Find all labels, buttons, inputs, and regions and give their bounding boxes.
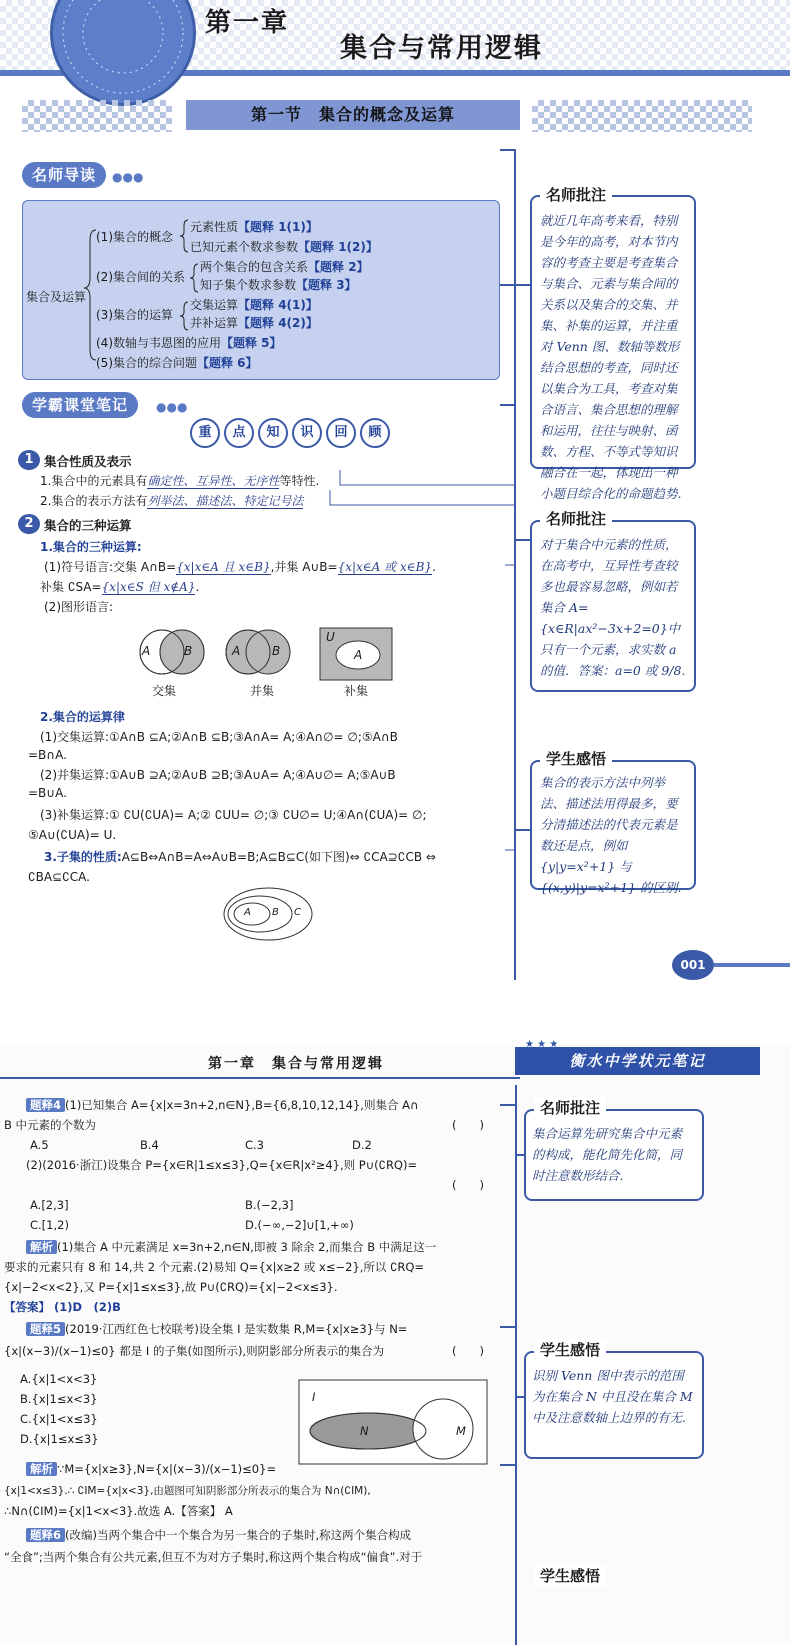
side-note-title: 学生感悟 xyxy=(534,1565,606,1586)
side-note-title: 学生感悟 xyxy=(534,1339,606,1360)
option-a: A.{x|1<x<3} xyxy=(20,1372,98,1386)
dots-icon: ●●● xyxy=(112,170,144,184)
review-char: 顾 xyxy=(360,418,390,448)
tree-node-1: (1)集合的概念 xyxy=(96,230,173,244)
question-5-line2: {x|(x−3)/(x−1)≤0} 都是 I 的子集(如图所示),则阴影部分所表示的集合为 xyxy=(4,1344,385,1358)
tree-node-1b: 已知元素个数求参数【题释 1(2)】 xyxy=(190,240,378,254)
school-banner: 衡水中学状元笔记 xyxy=(515,1047,760,1075)
law-complement: (3)补集运算:① ∁U(∁UA)= A;② ∁UU= ∅;③ ∁U∅= U;④A∩(∁UA)= ∅; xyxy=(40,808,427,822)
option-c: C.{x|1<x≤3} xyxy=(20,1412,98,1426)
answer-paren: ( ) xyxy=(452,1118,484,1132)
law-intersection-cont: =B∩A. xyxy=(28,748,67,762)
chapter-number: 第一章 xyxy=(205,8,290,38)
caption-intersection: 交集 xyxy=(152,684,177,698)
s2-sub3: 3.子集的性质:A⊆B⇔A∩B=A⇔A∪B=B;A⊆B⊆C(如下图)⇔ ∁CA⊇∁CB ⇔ xyxy=(44,850,436,864)
s2-head: 集合的三种运算 xyxy=(44,518,132,533)
s2-sub3-cont: ∁BA⊆∁CA. xyxy=(28,870,90,884)
number-two-icon: 2 xyxy=(18,514,40,534)
side-note-title: 学生感悟 xyxy=(540,748,612,769)
tree-node-4: (4)数轴与韦恩图的应用【题释 5】 xyxy=(96,336,282,350)
s2-symbolic: (1)符号语言:交集 A∩B={x|x∈A 且 x∈B},并集 A∪B={x|x∈A 或 x∈B}. xyxy=(44,560,436,574)
analysis-4-line2: 要求的元素只有 8 和 14,共 2 个元素.(2)易知 Q={x|x≥2 或 x≤−2},所以 ∁RQ= xyxy=(4,1260,425,1274)
s2-sub2: 2.集合的运算律 xyxy=(40,710,125,724)
page-two xyxy=(0,1039,790,1645)
option-c: C.3 xyxy=(245,1138,265,1152)
side-note-title: 名师批注 xyxy=(540,184,612,205)
tree-node-1a: 元素性质【题释 1(1)】 xyxy=(190,220,318,234)
page-number: 001 xyxy=(672,950,714,980)
nested-label-c: C xyxy=(294,907,301,918)
page-number-rule xyxy=(714,963,790,967)
question-5-line1: 题释5 (2019·江西红色七校联考)设全集 I 是实数集 R,M={x|x≥3}与 N= xyxy=(26,1319,407,1339)
tree-root: 集合及运算 xyxy=(26,290,87,304)
review-char: 识 xyxy=(292,418,322,448)
tree-node-3a: 交集运算【题释 4(1)】 xyxy=(190,298,318,312)
tree-node-3: (3)集合的运算 xyxy=(96,308,173,322)
option-b: B.{x|1≤x<3} xyxy=(20,1392,98,1406)
venn-label-a: A xyxy=(232,644,241,658)
notes-label: 学霸课堂笔记 xyxy=(22,392,138,418)
side-note-text: 对于集合中元素的性质，在高考中，互异性考查较多也最容易忽略，例如若集合 A={x∈R|ax²−3x+2=0}中只有一个元素，求实数 a 的值．答案：a=0 或 9/8. xyxy=(540,537,686,678)
question-6-line2: “全食”;当两个集合有公共元素,但互不为对方子集时,称这两个集合构成“偏食”.对于 xyxy=(4,1550,423,1564)
analysis-4-line1: 解析 (1)集合 A 中元素满足 x=3n+2,n∈N,即被 3 除余 2,而集合 B 中满足这一 xyxy=(26,1237,436,1257)
analysis-4-line3: {x|−2<x<2},又 P={x|1≤x≤3},故 P∪(∁RQ)={x|−2<x≤3}. xyxy=(4,1280,338,1294)
s1-line1: 1.集合中的元素具有确定性、互异性、无序性等特性. xyxy=(40,474,320,488)
venn-label-b: B xyxy=(272,644,281,658)
venn-label-a: A xyxy=(354,648,363,662)
fig-label-i: I xyxy=(312,1390,316,1404)
s2-complement: 补集 ∁SA={x|x∈S 但 x∉A}. xyxy=(40,580,200,594)
tree-node-2a: 两个集合的包含关系【题释 2】 xyxy=(200,260,369,274)
review-title xyxy=(190,418,390,448)
law-union: (2)并集运算:①A∪B ⊇A;②A∪B ⊇B;③A∪A= A;④A∪∅= A;⑤A∪B xyxy=(40,768,396,782)
question-4-line2: B 中元素的个数为 xyxy=(4,1118,97,1132)
option-a: A.5 xyxy=(30,1138,49,1152)
question-4-part2: (2)(2016·浙江)设集合 P={x∈R|1≤x≤3},Q={x∈R|x²≥4},则 P∪(∁RQ)= xyxy=(26,1158,418,1172)
guide-label: 名师导读 xyxy=(22,162,106,188)
s2-sub1: 1.集合的三种运算: xyxy=(40,540,142,554)
venn-label-a: A xyxy=(142,644,151,658)
chapter-title: 集合与常用逻辑 xyxy=(340,33,543,64)
fig-label-m: M xyxy=(456,1424,466,1438)
option-d: D.2 xyxy=(352,1138,372,1152)
law-intersection: (1)交集运算:①A∩B ⊆A;②A∩B ⊆B;③A∩A= A;④A∩∅= ∅;⑤A∩B xyxy=(40,730,398,744)
answer-paren: ( ) xyxy=(452,1344,484,1358)
venn-label-b: B xyxy=(184,644,193,658)
tree-node-3b: 并补运算【题释 4(2)】 xyxy=(190,316,318,330)
law-complement-cont: ⑤A∪(∁UA)= U. xyxy=(28,828,117,842)
tree-node-5: (5)集合的综合问题【题释 6】 xyxy=(96,356,258,370)
side-note-text: 就近几年高考来看，特别是今年的高考，对本节内容的考查主要是考查集合与集合、元素与集合间的关系以及集合的交集、并集、补集的运算，并注重对 Venn 图、数轴等数形结合思想的考查，同时还以集合为工具，考查对集合语言、集合思想的理解和运用，往往与映射、函数、方程、不等式等知识融合在一起，体现出一种小题目综合化的命题趋势. xyxy=(540,213,682,501)
review-char: 回 xyxy=(326,418,356,448)
caption-union: 并集 xyxy=(250,684,275,698)
caption-complement: 补集 xyxy=(344,684,369,698)
answer-4: 【答案】 (1)D (2)B xyxy=(4,1300,121,1314)
review-char: 点 xyxy=(224,418,254,448)
option-b: B.4 xyxy=(140,1138,159,1152)
option-c: C.[1,2) xyxy=(30,1218,69,1232)
venn-union-b xyxy=(246,630,290,674)
stars-icon: ★ ★ ★ xyxy=(525,1039,559,1050)
dots-icon: ●●● xyxy=(156,400,188,414)
answer-paren: ( ) xyxy=(452,1178,484,1192)
nested-label-a: A xyxy=(244,907,251,918)
option-d: D.(−∞,−2]∪[1,+∞) xyxy=(245,1218,354,1232)
analysis-5-line3: ∴N∩(∁IM)={x|1<x<3}.故选 A.【答案】 A xyxy=(4,1504,233,1518)
option-b: B.(−2,3] xyxy=(245,1198,294,1212)
review-char: 重 xyxy=(190,418,220,448)
side-note-text: 集合的表示方法中列举法、描述法用得最多，要分清描述法的代表元素是数还是点，例如 {y|y=x²+1} 与 {(x,y)|y=x²+1} 的区别. xyxy=(540,775,682,895)
side-note-title: 名师批注 xyxy=(534,1097,606,1118)
s2-graph-label: (2)图形语言: xyxy=(44,600,114,614)
running-head: 第一章 集合与常用逻辑 xyxy=(208,1056,384,1072)
venn-label-u: U xyxy=(326,630,335,644)
option-d: D.{x|1≤x≤3} xyxy=(20,1432,99,1446)
number-one-icon: 1 xyxy=(18,450,40,470)
side-note-text: 集合运算先研究集合中元素的构成，能化简先化简，同时注意数形结合. xyxy=(532,1126,683,1183)
question-6-line1: 题释6 (改编)当两个集合中一个集合为另一集合的子集时,称这两个集合构成 xyxy=(26,1525,411,1545)
analysis-5-line1: 解析 ∵M={x|x≥3},N={x|(x−3)/(x−1)≤0}= xyxy=(26,1459,276,1479)
tree-node-2b: 知子集个数求参数【题释 3】 xyxy=(200,278,357,292)
side-note-text: 识别 Venn 图中表示的范围为在集合 N 中且没在集合 M 中及注意数轴上边界的有无. xyxy=(532,1368,693,1425)
tree-node-2: (2)集合间的关系 xyxy=(96,270,185,284)
question-4-line1: 题释4 (1)已知集合 A={x|x=3n+2,n∈N},B={6,8,10,12,14},则集合 A∩ xyxy=(26,1095,418,1115)
side-note-title: 名师批注 xyxy=(540,508,612,529)
analysis-5-line2: {x|1<x≤3}.∴ ∁IM={x|x<3},由题图可知阴影部分所表示的集合为 N∩(∁IM), xyxy=(4,1485,371,1497)
nested-venn xyxy=(220,884,316,944)
nested-label-b: B xyxy=(272,907,279,918)
section-title: 第一节 集合的概念及运算 xyxy=(186,100,520,130)
review-char: 知 xyxy=(258,418,288,448)
option-a: A.[2,3] xyxy=(30,1198,69,1212)
s1-line2: 2.集合的表示方法有列举法、描述法、特定记号法 xyxy=(40,494,304,508)
s1-head: 集合性质及表示 xyxy=(44,454,132,469)
fig-label-n: N xyxy=(360,1424,369,1438)
law-union-cont: =B∪A. xyxy=(28,786,67,800)
